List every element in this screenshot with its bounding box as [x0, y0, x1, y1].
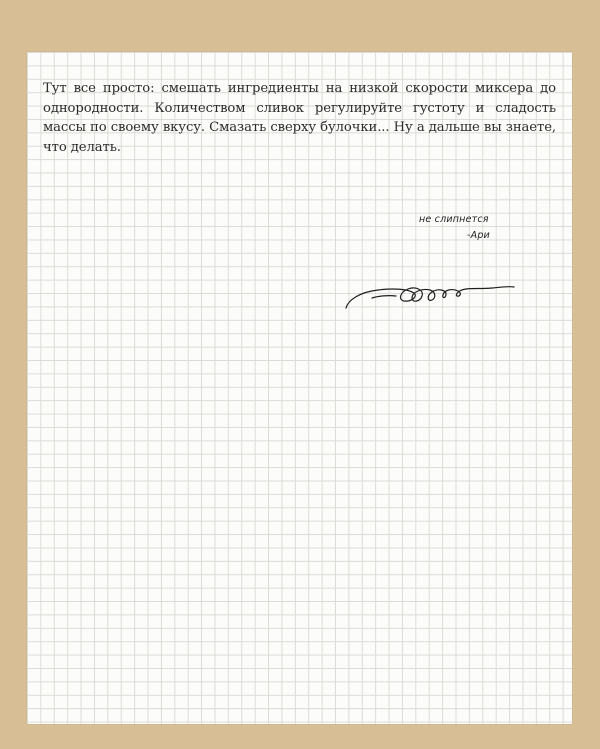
- signature-image: [342, 272, 517, 316]
- handwritten-note-author: -Ари: [467, 230, 490, 241]
- grid-paper-sheet: [27, 52, 572, 724]
- handwritten-note-line1: не слипнется: [419, 214, 489, 225]
- body-text: Тут все просто: смешать ингредиенты на низкой скорости миксера до однородности. Количеством сливок регулируйте густоту и сладость массы по своему вкусу. Смазать сверху булочки... Ну а дальше вы знаете, что делать.: [43, 81, 556, 155]
